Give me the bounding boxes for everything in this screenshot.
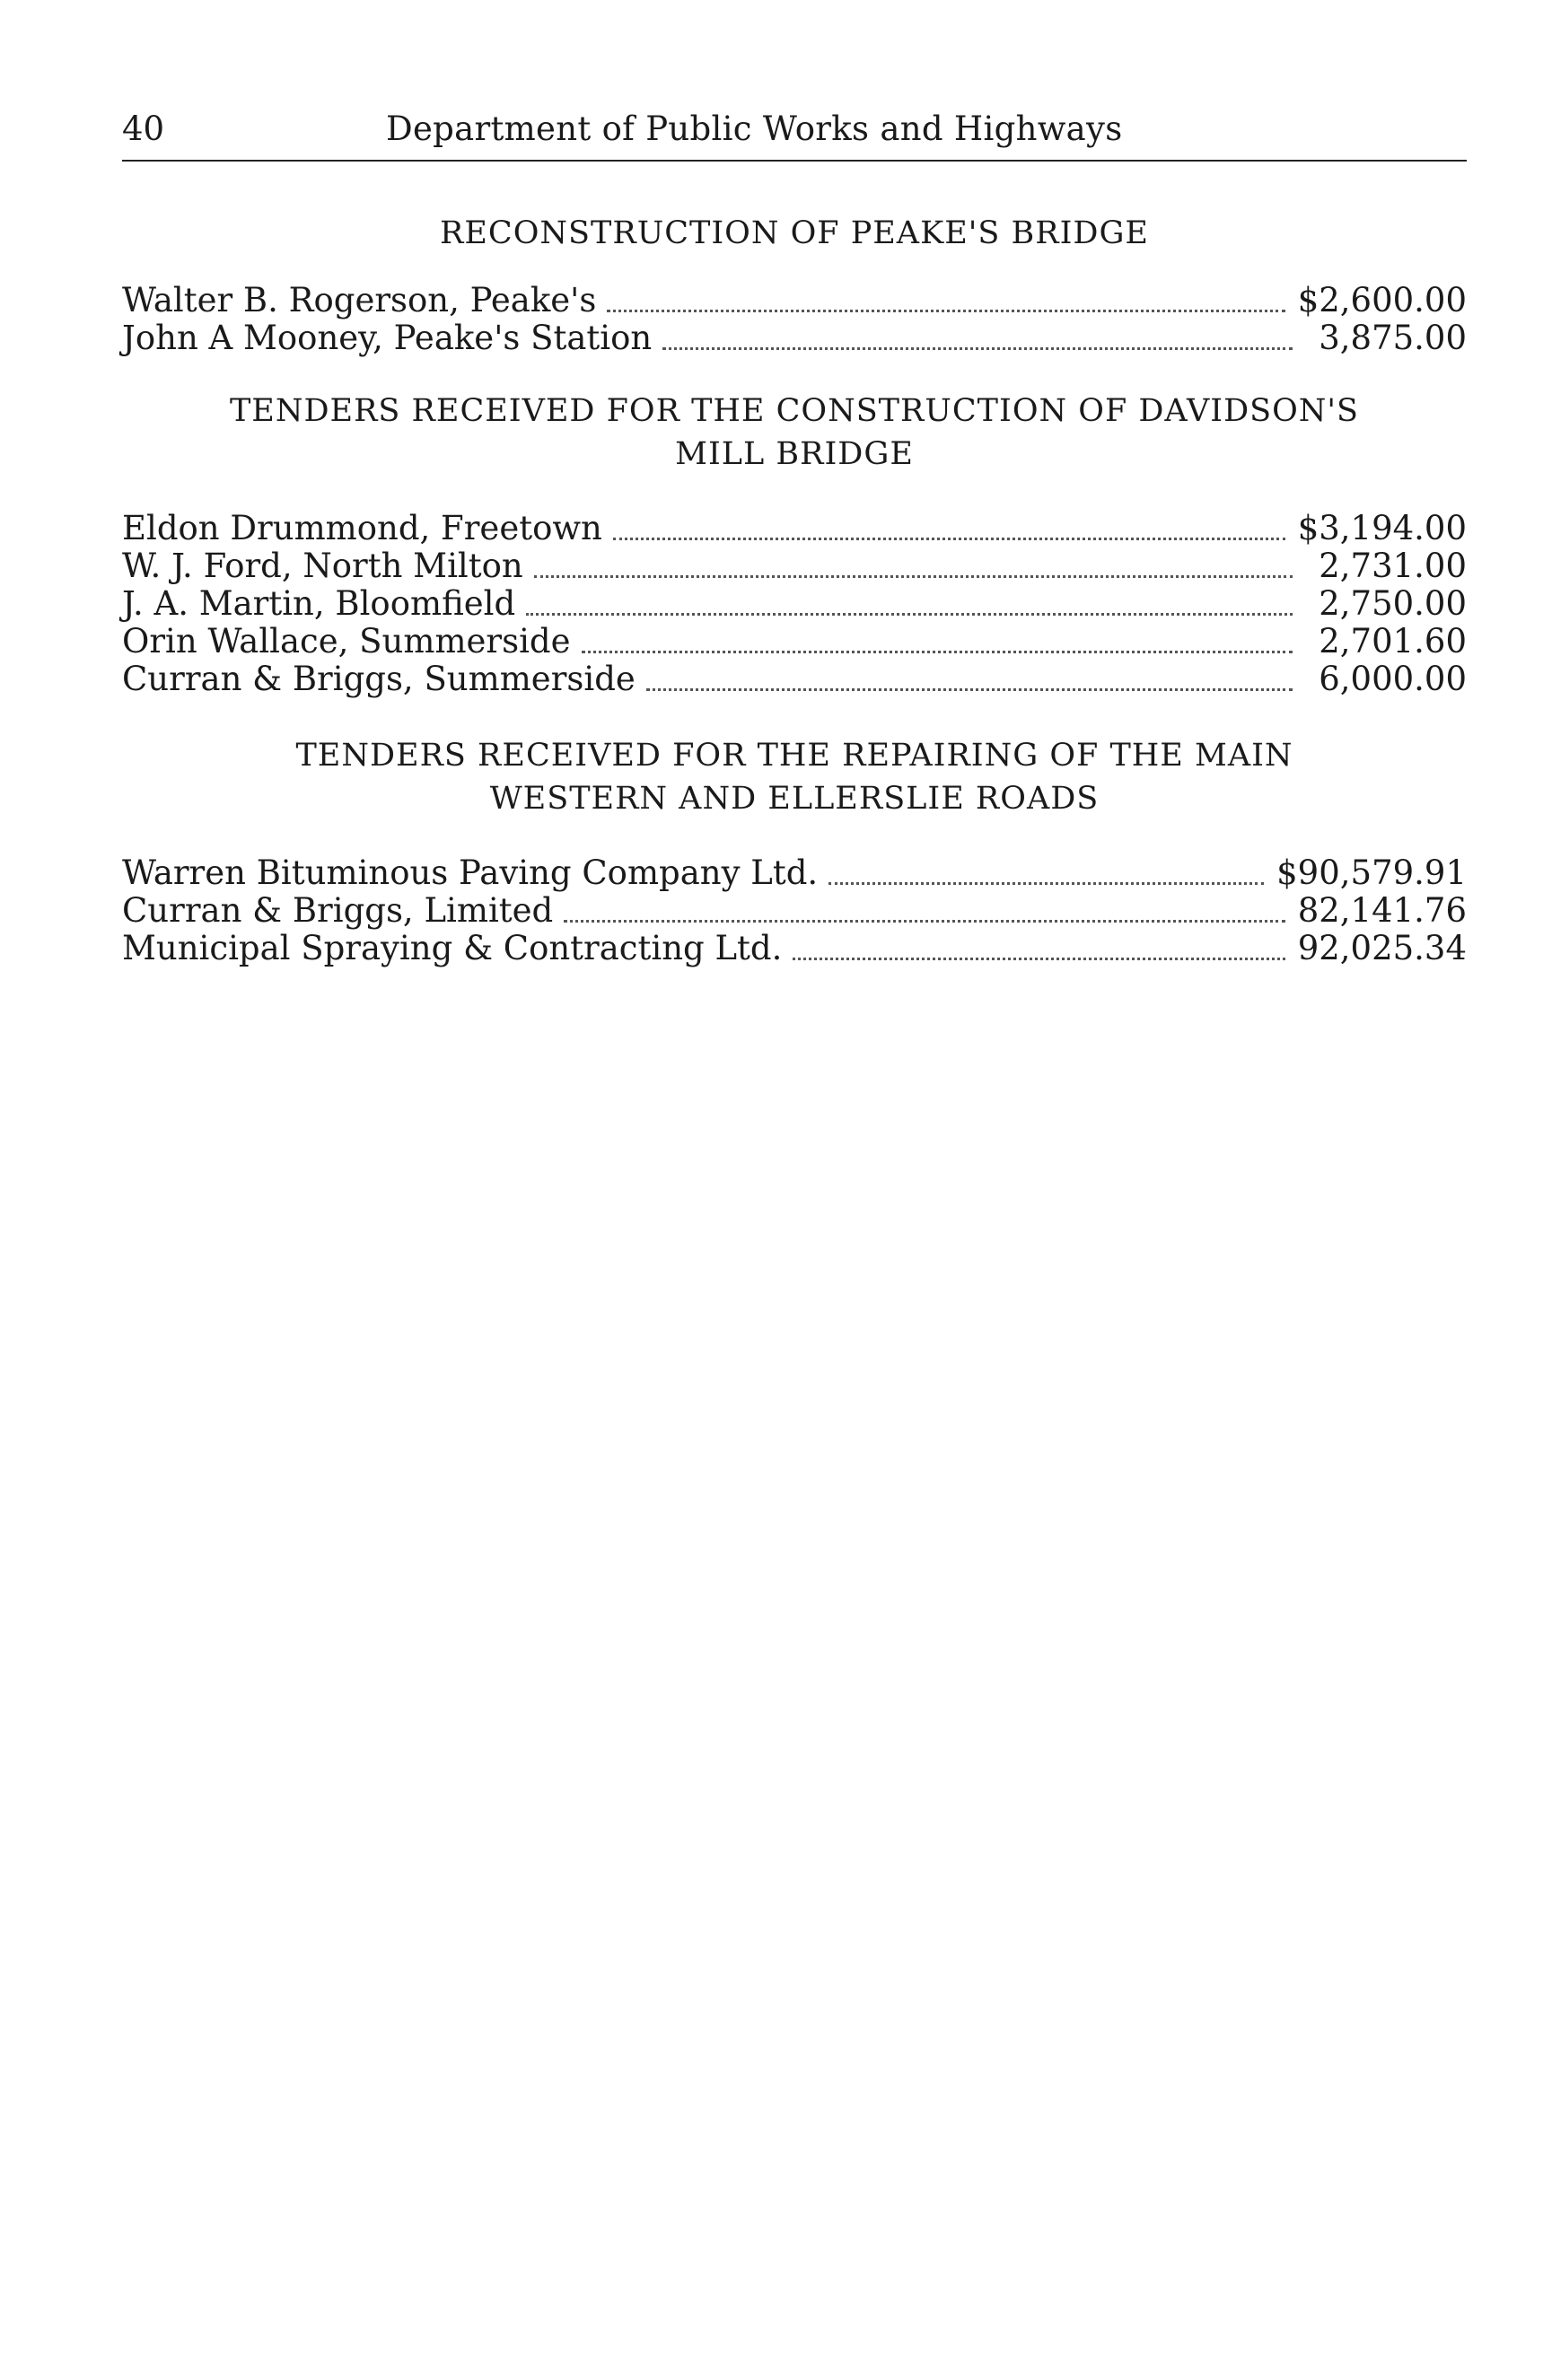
- tenderer-name: John A Mooney, Peake's Station: [122, 319, 653, 357]
- tenderer-name: Municipal Spraying & Contracting Ltd.: [122, 929, 783, 967]
- tenderer-name: Eldon Drummond, Freetown: [122, 509, 602, 547]
- tender-row: [122, 585, 1467, 623]
- tender-amount: $90,579.91: [1276, 853, 1467, 892]
- section-title-line: MILL BRIDGE: [675, 436, 914, 472]
- tender-amount: $2,600.00: [1297, 281, 1467, 319]
- section-title-line: TENDERS RECEIVED FOR THE REPAIRING OF THE MAIN: [295, 738, 1293, 774]
- section-title-line: RECONSTRUCTION OF PEAKE'S BRIDGE: [440, 215, 1149, 251]
- dot-leader: [526, 613, 1293, 616]
- tender-amount: 6,000.00: [1319, 660, 1467, 698]
- dot-leader: [564, 920, 1284, 923]
- header-rule: [122, 160, 1467, 162]
- section-davidsons-mill-bridge: [122, 389, 1467, 698]
- tender-amount: 82,141.76: [1297, 891, 1467, 930]
- page-header: [122, 106, 1467, 160]
- tender-amount: 2,731.00: [1319, 547, 1467, 585]
- tender-row: [122, 623, 1467, 661]
- tender-row: [122, 661, 1467, 698]
- running-title: Department of Public Works and Highways: [386, 109, 1123, 148]
- tenderer-name: Warren Bituminous Paving Company Ltd.: [122, 853, 819, 892]
- tender-row: [122, 892, 1467, 930]
- section-title-line: WESTERN AND ELLERSLIE ROADS: [489, 781, 1100, 817]
- dot-leader: [793, 958, 1284, 960]
- tender-list: [122, 282, 1467, 357]
- section-title: [122, 734, 1467, 820]
- tender-row: [122, 854, 1467, 892]
- dot-leader: [662, 347, 1293, 350]
- tender-row: [122, 510, 1467, 547]
- tenderer-name: Curran & Briggs, Limited: [122, 891, 554, 930]
- tender-row: [122, 282, 1467, 319]
- tender-amount: $3,194.00: [1297, 509, 1467, 547]
- tender-list: [122, 510, 1467, 698]
- dot-leader: [828, 882, 1264, 885]
- tender-amount: 2,750.00: [1319, 584, 1467, 623]
- tender-row: [122, 319, 1467, 357]
- tenderer-name: Orin Wallace, Summerside: [122, 622, 571, 661]
- tenderer-name: Curran & Briggs, Summerside: [122, 660, 636, 698]
- dot-leader: [607, 310, 1284, 312]
- tender-row: [122, 930, 1467, 967]
- tender-list: [122, 854, 1467, 967]
- section-title-line: TENDERS RECEIVED FOR THE CONSTRUCTION OF DAVIDSON'S: [229, 393, 1360, 429]
- dot-leader: [534, 575, 1293, 578]
- dot-leader: [646, 688, 1293, 691]
- dot-leader: [582, 651, 1293, 653]
- section-title: [122, 212, 1467, 255]
- tender-row: [122, 547, 1467, 585]
- tenderer-name: W. J. Ford, North Milton: [122, 547, 523, 585]
- tender-amount: 3,875.00: [1319, 319, 1467, 357]
- dot-leader: [613, 538, 1285, 540]
- tender-amount: 2,701.60: [1319, 622, 1467, 661]
- tenderer-name: Walter B. Rogerson, Peake's: [122, 281, 597, 319]
- section-title: [122, 389, 1467, 476]
- section-main-western-ellerslie-roads: [122, 734, 1467, 967]
- section-peakes-bridge: [122, 212, 1467, 357]
- page-number: 40: [122, 109, 165, 148]
- tender-amount: 92,025.34: [1297, 929, 1467, 967]
- tenderer-name: J. A. Martin, Bloomfield: [122, 584, 516, 623]
